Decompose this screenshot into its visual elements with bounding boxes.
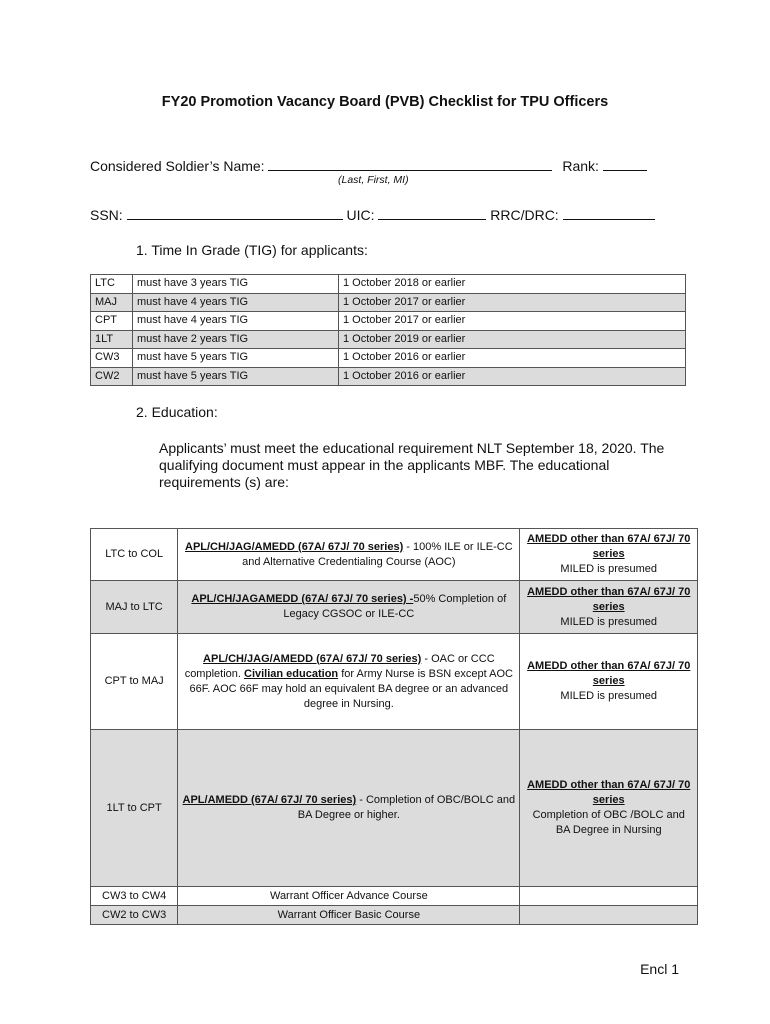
rank-field[interactable]: [603, 156, 647, 171]
rank-cell: CW2: [91, 367, 133, 386]
amedd-text: MILED is presumed: [560, 563, 657, 575]
amedd-cell: [520, 906, 698, 925]
date-cell: 1 October 2017 or earlier: [339, 293, 686, 312]
table-row: [91, 330, 686, 349]
ssn-label: SSN:: [90, 207, 123, 223]
amedd-cell: [520, 581, 698, 634]
table-row: [91, 887, 698, 906]
table-row: [91, 312, 686, 331]
requirement-text: - Completion of OBC/BOLC and BA Degree or higher.: [297, 794, 516, 821]
enclosure-label: Encl 1: [640, 961, 679, 977]
amedd-text: Completion of OBC /BOLC and BA Degree in Nursing: [532, 809, 685, 836]
requirement-cell: must have 5 years TIG: [133, 349, 339, 368]
requirement-cell: must have 5 years TIG: [133, 367, 339, 386]
transition-cell: CW2 to CW3: [91, 906, 178, 925]
rank-cell: CPT: [91, 312, 133, 331]
transition-cell: 1LT to CPT: [91, 730, 178, 887]
requirement-cell: Warrant Officer Advance Course: [178, 887, 520, 906]
requirement-cell: [178, 581, 520, 634]
transition-cell: MAJ to LTC: [91, 581, 178, 634]
date-cell: 1 October 2017 or earlier: [339, 312, 686, 331]
amedd-bold: AMEDD other than 67A/ 67J/ 70 series: [527, 533, 691, 560]
requirement-text: 50% Completion of Legacy CGSOC or ILE-CC: [283, 593, 507, 620]
requirement-cell: [178, 529, 520, 581]
requirement-cell: must have 2 years TIG: [133, 330, 339, 349]
amedd-bold: AMEDD other than 67A/ 67J/ 70 series: [527, 779, 691, 806]
requirement-bold: APL/CH/JAG/AMEDD (67A/ 67J/ 70 series): [203, 652, 422, 665]
rrc-drc-label: RRC/DRC:: [490, 207, 559, 223]
table-row: [91, 906, 698, 925]
education-table: [90, 528, 698, 925]
requirement-cell: must have 4 years TIG: [133, 312, 339, 331]
amedd-text: MILED is presumed: [560, 615, 657, 628]
requirement-cell: Warrant Officer Basic Course: [178, 906, 520, 925]
table-row: [91, 529, 698, 581]
education-paragraph: Applicants’ must meet the educational requirement NLT September 18, 2020. The qualifying document must appear in the applicants MBF. The educational requirements (s) are:: [159, 440, 665, 490]
transition-cell: CPT to MAJ: [91, 634, 178, 730]
table-row: [91, 349, 686, 368]
uic-field[interactable]: [378, 205, 486, 220]
amedd-cell: [520, 887, 698, 906]
date-cell: 1 October 2016 or earlier: [339, 367, 686, 386]
transition-cell: LTC to COL: [91, 529, 178, 581]
civilian-education-bold: Civilian education: [244, 667, 339, 680]
requirement-cell: [178, 634, 520, 730]
requirement-text: - OAC or CCC completion.: [184, 652, 495, 680]
rank-label: Rank:: [562, 158, 599, 174]
ssn-field[interactable]: [127, 205, 343, 220]
table-row: [91, 275, 686, 294]
table-row: [91, 730, 698, 887]
table-row: [91, 293, 686, 312]
table-row: [91, 367, 686, 386]
rank-cell: LTC: [91, 275, 133, 294]
rank-cell: MAJ: [91, 293, 133, 312]
rank-cell: CW3: [91, 349, 133, 368]
requirement-text: for Army Nurse is BSN except AOC 66F. AOC 66F may hold an equivalent BA degree or an advanced degree in Nursing.: [189, 667, 513, 710]
amedd-cell: [520, 634, 698, 730]
soldier-name-field[interactable]: [268, 156, 552, 171]
rank-cell: 1LT: [91, 330, 133, 349]
soldier-name-row: [90, 156, 647, 174]
amedd-cell: [520, 529, 698, 581]
ssn-row: [90, 205, 655, 223]
date-cell: 1 October 2016 or earlier: [339, 349, 686, 368]
requirement-bold: APL/AMEDD (67A/ 67J/ 70 series): [182, 794, 357, 806]
requirement-cell: must have 4 years TIG: [133, 293, 339, 312]
section-1-heading: 1. Time In Grade (TIG) for applicants:: [136, 242, 368, 258]
requirement-bold: APL/CH/JAG/AMEDD (67A/ 67J/ 70 series): [185, 540, 404, 553]
table-row: [91, 634, 698, 730]
requirement-text: - 100% ILE or ILE-CC and Alternative Credentialing Course (AOC): [242, 540, 513, 568]
time-in-grade-table: [90, 274, 686, 386]
requirement-cell: must have 3 years TIG: [133, 275, 339, 294]
table-row: [91, 581, 698, 634]
section-2-heading: 2. Education:: [136, 404, 218, 420]
name-format-hint: (Last, First, MI): [338, 174, 409, 186]
rrc-drc-field[interactable]: [563, 205, 655, 220]
page-title: FY20 Promotion Vacancy Board (PVB) Checklist for TPU Officers: [161, 94, 609, 110]
uic-label: UIC:: [346, 207, 375, 223]
amedd-cell: [520, 730, 698, 887]
requirement-bold: APL/CH/JAGAMEDD (67A/ 67J/ 70 series) -: [191, 593, 414, 605]
amedd-text: MILED is presumed: [560, 690, 657, 702]
requirement-cell: [178, 730, 520, 887]
date-cell: 1 October 2019 or earlier: [339, 330, 686, 349]
amedd-bold: AMEDD other than 67A/ 67J/ 70 series: [527, 660, 691, 687]
amedd-bold: AMEDD other than 67A/ 67J/ 70 series: [527, 585, 691, 613]
date-cell: 1 October 2018 or earlier: [339, 275, 686, 294]
transition-cell: CW3 to CW4: [91, 887, 178, 906]
soldier-name-label: Considered Soldier’s Name:: [90, 158, 265, 174]
